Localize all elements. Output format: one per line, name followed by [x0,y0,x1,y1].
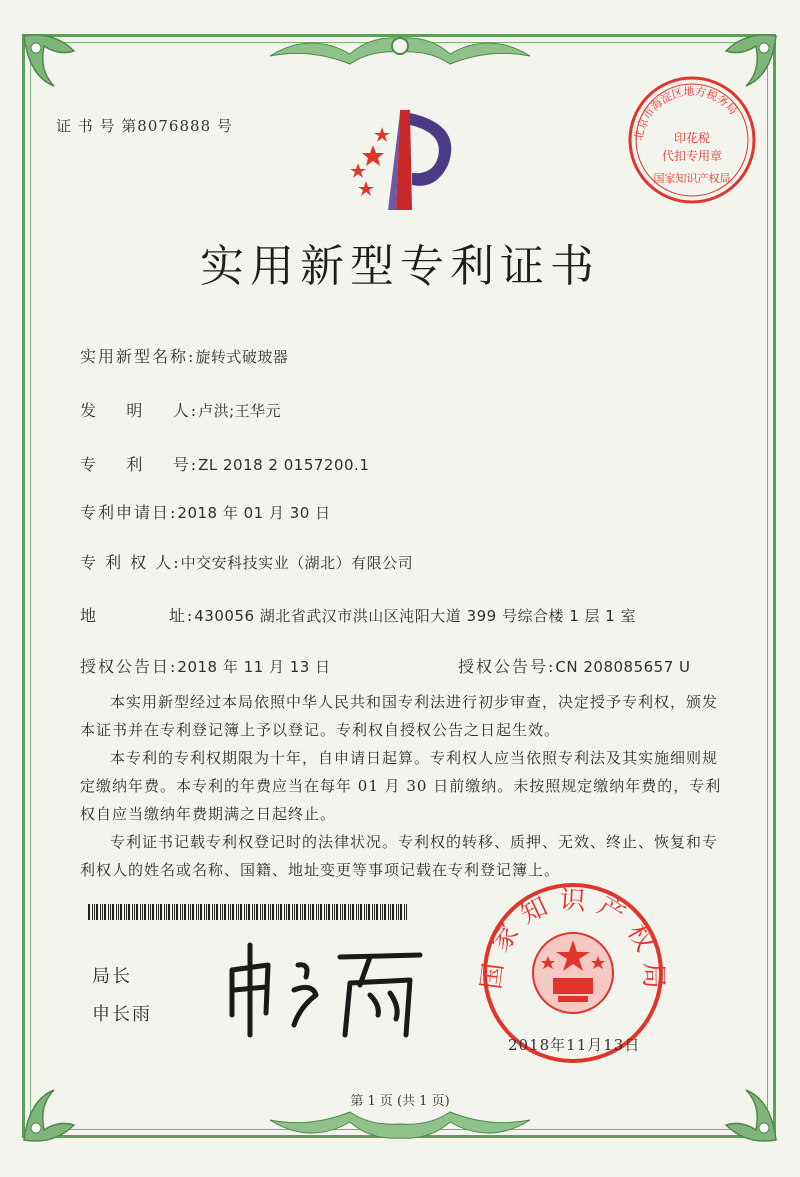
handwritten-signature [220,935,430,1045]
patent-number-label: 专 利 号: [80,455,199,474]
paragraph-3: 专利证书记载专利权登记时的法律状况。专利权的转移、质押、无效、终止、恢复和专利权人的姓名或名称、国籍、地址变更等事项记载在专利登记簿上。 [80,833,719,879]
certificate-number: 证 书 号 第8076888 号 [56,117,233,135]
field-address [80,603,636,626]
field-grant-number [458,654,691,677]
cnipa-logo-icon [338,105,468,215]
field-patent-number [80,452,369,475]
body-text [80,688,730,884]
certificate-title: 实用新型专利证书 [200,241,600,292]
top-ornament [270,26,530,76]
signature-name: 申长雨 [92,1004,152,1025]
grant-number-value: CN 208085657 U [555,658,691,676]
inventor-value: 卢洪;王华元 [198,402,282,420]
seal-text: 国家知识产权局 [478,885,668,999]
field-filing-date [80,500,331,523]
grant-number-label: 授权公告号: [458,657,556,676]
paragraph-1: 本实用新型经过本局依照中华人民共和国专利法进行初步审查，决定授予专利权，颁发本证书并在专利登记簿上予以登记。专利权自授权公告之日起生效。 [80,693,719,739]
inventor-label: 发 明 人: [80,401,199,420]
tax-stamp-seal [622,70,762,210]
tax-stamp-line2: 印花税 [673,131,711,145]
field-patentee [80,550,413,573]
filing-date-value: 2018 年 01 月 30 日 [177,504,331,522]
utility-name-value: 旋转式破玻器 [195,348,289,366]
patentee-label: 专 利 权 人: [80,553,181,572]
patentee-value: 中交安科技实业（湖北）有限公司 [180,554,414,572]
field-grant-date [80,654,331,677]
tax-stamp-line1: 北京市海淀区地方税务局 [632,84,740,142]
patent-number-value: ZL 2018 2 0157200.1 [198,456,370,474]
tax-stamp-line4: 国家知识产权局 [653,172,731,185]
utility-name-label: 实用新型名称: [80,347,196,366]
signature-role: 局长 [92,966,132,987]
tax-stamp-line3: 代扣专用章 [661,149,723,163]
paragraph-2: 本专利的专利权期限为十年，自申请日起算。专利权人应当依照专利法及其实施细则规定缴纳年费。本专利的年费应当在每年 01 月 30 日前缴纳。未按照规定缴纳年费的，专利权自应当缴纳年费期满之日起终止。 [80,749,722,823]
barcode-icon [88,904,410,920]
corner-ornament-top-left [14,26,104,116]
field-utility-name [80,344,288,367]
page-number: 第 1 页 (共 1 页) [350,1094,450,1109]
grant-date-value: 2018 年 11 月 13 日 [177,658,331,676]
field-inventor [80,398,281,421]
filing-date-label: 专利申请日: [80,503,178,522]
grant-date-label: 授权公告日: [80,657,178,676]
address-label: 地 址: [80,606,195,625]
address-value: 430056 湖北省武汉市洪山区沌阳大道 399 号综合楼 1 层 1 室 [194,607,637,625]
seal-date: 2018年11月13日 [508,1036,641,1054]
